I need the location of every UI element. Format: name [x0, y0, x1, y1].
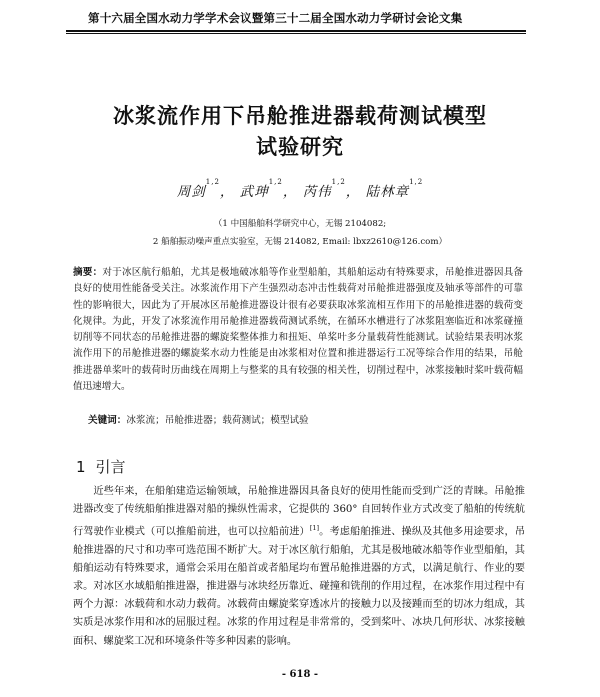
- author-affil-mark: 1,2: [205, 178, 220, 186]
- page-number: - 618 -: [281, 669, 319, 680]
- author-affil-mark: 1,2: [409, 178, 424, 186]
- paper-title-line-2: 试验研究: [256, 135, 344, 159]
- author-affil-mark: 1,2: [268, 178, 283, 186]
- header-rule-thick: [66, 30, 526, 32]
- author-name: 周剑: [176, 184, 206, 200]
- author-affil-mark: 1,2: [331, 178, 346, 186]
- section-heading: [76, 456, 126, 477]
- affiliation-2: 2 船舶振动噪声重点实验室，无锡 214082, Email: lbxz2610@126.com）: [152, 237, 448, 247]
- citation-ref: [1]: [309, 524, 320, 533]
- running-header: 第十六届全国水动力学学术会议暨第三十二届全国水动力学研讨会论文集: [88, 11, 463, 25]
- paragraph-text: 。考虑船舶推进、操纵及其他多用途要求，吊舱推进器的尺寸和功率可选范围不断扩大。对于冰区航行船舶，尤其是极地破冰船等作业型船舶，其船舶运动有特殊要求，通常会采用在船首或者船尾均布置吊舱推进器的方式，以满足航行、作业的要求。: [73, 526, 526, 593]
- paragraph-text: 近些年来，在船舶建造运输领域，吊舱推进器因具备良好的使用性能而受到广泛的青睐。吊舱推进器改变了传统船舶推进器对船的操纵性需求，它提供的 360° 自回转作业方式改变了船舶的传统航行驾驶作业模式（可以推船前进，也可以拉船前进）: [73, 486, 525, 538]
- keywords-label: 关键词：: [88, 415, 127, 426]
- abstract-text: 对于冰区航行船舶，尤其是极地破冰船等作业型船舶，其船舶运动有特殊要求，吊舱推进器因具备良好的使用性能备受关注。冰浆流作用下产生强烈动态冲击性载荷对吊舱推进器强度及轴承等部件的可靠性的影响很大，因此为了开展冰区吊舱推进器设计很有必要获取冰浆流相互作用下的吊舱推进器的载荷变化规律。为此，开发了冰浆流作用吊舱推进器载荷测试系统，在循环水槽进行了冰浆阻塞临近和冰浆碰撞切削等不同状态的吊舱推进器的螺旋桨整体推力和扭矩、单桨叶多分量载荷性能测试。试验结果表明冰浆流作用下的吊舱推进器的螺旋桨水动力性能是由冰浆相对位置和推进器运行工况等综合作用的结果，吊舱推进器单桨叶的载荷时历曲线在周期上与整桨的具有较强的相关性，切削过程中，冰浆接触时桨叶载荷幅值迅速增大。: [73, 267, 524, 393]
- section-number: 1: [76, 458, 86, 476]
- author-name: 武珅: [239, 184, 269, 200]
- keywords-text: 冰浆流；吊舱推进器；载荷测试；模型试验: [126, 415, 309, 426]
- keywords: [88, 412, 518, 426]
- author-list: 周剑$^{1,2}$， 武珅$^{1,2}$， 芮伟$^{1,2}$， 陆林章$^{1,2}$: [176, 178, 424, 200]
- body-paragraph-2: 对冰区水域船舶推进器，推进器与冰块经历靠近、碰撞和铣削的作用过程，在冰浆作用过程中有两个力源：冰载荷和水动力载荷。冰载荷由螺旋桨穿透冰片的接触力以及接踵而至的切冰力组成，其实质是冰浆作用和冰的屈服过程。冰浆的作用过程是非常常的，受到桨叶、冰块几何形状、冰浆接触面积、螺旋桨工况和环境条件等多种因素的影响。: [73, 581, 525, 647]
- paper-title-line-1: 冰浆流作用下吊舱推进器载荷测试模型: [113, 104, 487, 128]
- author-name: 陆林章: [365, 184, 410, 200]
- affiliation-1: （1 中国船舶科学研究中心，无锡 2104082;: [213, 219, 387, 229]
- abstract: [73, 265, 523, 395]
- section-title: 引言: [95, 458, 126, 476]
- author-name: 芮伟: [302, 184, 332, 200]
- header-rule-thin: [66, 33, 526, 34]
- abstract-label: 摘要：: [73, 267, 103, 278]
